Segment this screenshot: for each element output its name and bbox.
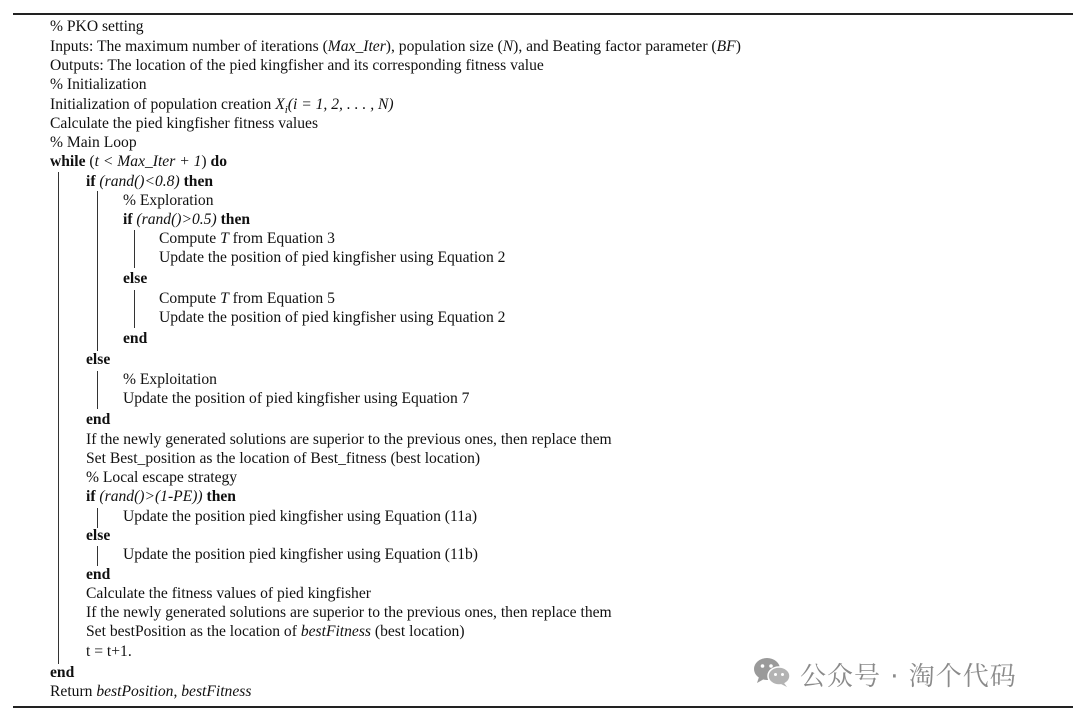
while-cond-open: ( [85,153,95,170]
replace-line-1: If the newly generated solutions are superior to the previous ones, then replace them [86,431,612,448]
kw-else-escape: else [86,527,111,544]
while-cond: t < Max_Iter + 1 [94,153,202,170]
inputs-text-3: ), and Beating factor parameter ( [513,38,717,55]
if-inner-block-bar [134,230,135,268]
kw-do: do [210,153,227,170]
update-eq7: Update the position of pied kingfisher using Equation 7 [123,390,470,407]
update-eq2-b: Update the position of pied kingfisher using Equation 2 [159,309,506,326]
calc-fitness-loop: Calculate the fitness values of pied kingfisher [86,585,371,602]
replace-line-2: If the newly generated solutions are superior to the previous ones, then replace them [86,604,612,621]
update-11b: Update the position pied kingfisher using Equation (11b) [123,546,478,563]
set-best-line-2 [86,622,465,641]
else-outer-block-bar [97,371,98,409]
kw-while: while [50,153,86,170]
update-11a: Update the position pied kingfisher using Equation (11a) [123,508,478,525]
compute-t5-post: from Equation 5 [228,290,335,307]
inputs-math-bf: BF [716,38,736,55]
compute-t3-math: T [220,230,229,247]
outputs-line [50,56,544,75]
if-escape-cond: (rand()>(1-PE)) [95,488,207,505]
increment-line: t = t+1. [86,643,132,660]
compute-t5-pre: Compute [159,290,221,307]
return-sep: , [173,683,182,700]
compute-t5-math: T [220,290,229,307]
inputs-text-1: The maximum number of iterations ( [93,38,328,55]
main-loop-comment: % Main Loop [50,134,137,151]
inputs-line [50,37,741,56]
set-best2-pre: Set bestPosition as the location of [86,623,301,640]
kw-if-outer: if [86,173,96,190]
while-block-bar [58,172,59,664]
if-escape-block-bar [97,508,98,528]
exploitation-comment: % Exploitation [123,371,217,388]
inputs-text-4: ) [735,38,741,55]
watermark-text: 公众号 · 淘个代码 [800,661,1017,692]
if-outer-line [86,172,213,191]
local-escape-comment: % Local escape strategy [86,469,238,486]
if-inner-cond: (rand()>0.5) [132,211,221,228]
setting-comment: % PKO setting [50,18,144,35]
return-line [50,682,251,701]
kw-then-escape: then [206,488,236,505]
if-inner-line [123,210,250,229]
if-escape-line [86,487,236,506]
compute-t3-pre: Compute [159,230,221,247]
kw-end-escape: end [86,566,111,583]
inputs-text-2: ), population size ( [385,38,503,55]
if-outer-cond: (rand()<0.8) [95,173,184,190]
compute-t3-post: from Equation 3 [228,230,335,247]
kw-if-inner: if [123,211,133,228]
wechat-icon [752,655,792,693]
else-escape-block-bar [97,546,98,566]
while-line [50,152,227,171]
kw-then-outer: then [183,173,214,190]
init-text: Initialization of population creation [50,96,276,113]
set-best-line-1: Set Best_position as the location of Best_fitness (best location) [86,450,481,467]
bottom-rule [13,706,1073,708]
kw-end-while: end [50,664,75,681]
compute-t-eq5 [159,289,335,308]
return-math-position: bestPosition [96,683,174,700]
calc-fitness-init: Calculate the pied kingfisher fitness values [50,115,319,132]
init-math-sub: i [284,104,288,117]
watermark [752,652,1017,696]
set-best2-math: bestFitness [300,623,371,640]
while-cond-close: ) [201,153,211,170]
inputs-label: Inputs: [50,38,94,55]
outputs-label: Outputs: [50,57,104,74]
if-outer-block-bar [97,191,98,351]
inputs-math-max-iter: Max_Iter [327,38,386,55]
kw-else-outer: else [86,351,111,368]
kw-else-inner: else [123,270,148,287]
else-inner-block-bar [134,290,135,328]
set-best2-post: (best location) [371,623,465,640]
kw-end-inner: end [123,330,148,347]
top-rule [13,13,1073,15]
return-math-fitness: bestFitness [181,683,252,700]
kw-then-inner: then [220,211,251,228]
init-comment: % Initialization [50,76,147,93]
inputs-math-n: N [502,38,514,55]
kw-if-escape: if [86,488,96,505]
exploration-comment: % Exploration [123,192,214,209]
return-pre: Return [50,683,97,700]
kw-end-outer: end [86,411,111,428]
outputs-text: The location of the pied kingfisher and its corresponding fitness value [103,57,544,74]
compute-t-eq3 [159,229,335,248]
update-eq2-a: Update the position of pied kingfisher using Equation 2 [159,249,506,266]
init-math-range: (i = 1, 2, . . . , N) [287,96,394,113]
init-math-x: X [275,96,285,113]
